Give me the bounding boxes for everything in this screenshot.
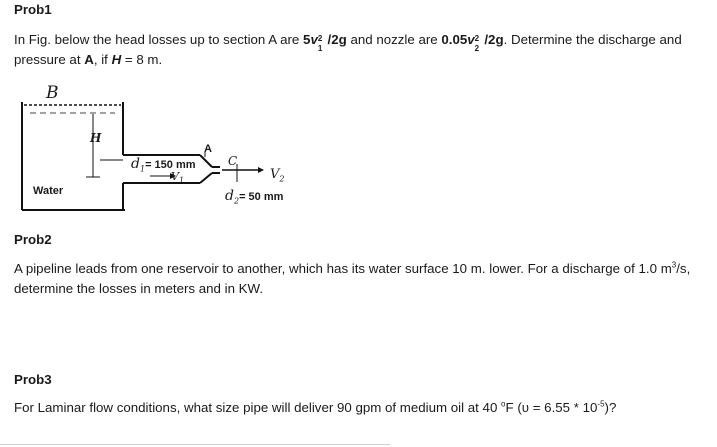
label-d2 [225, 188, 283, 204]
prob2-l1-post: /s, [676, 261, 691, 276]
prob3-l1-pre: For Laminar flow conditions, what size pipe will deliver 90 gpm of medium oil at 40 [14, 400, 502, 415]
d1-sub: 1 [139, 164, 146, 174]
prob1-l1-pre: In Fig. below the head losses up to section A are [14, 32, 304, 47]
v2-arrowhead [258, 167, 264, 173]
prob2-text-line1 [14, 259, 690, 279]
v1-fig-symbol: V [171, 170, 179, 183]
v1-symbol: v [310, 32, 318, 47]
prob2-l1-pre: A pipeline leads from one reservoir to another, which has its water surface 10 m. lower. For a discharge of 1.0 m [14, 261, 672, 276]
prob2-text-line2: determine the losses in meters and in KW. [14, 281, 264, 296]
label-a: A [204, 143, 212, 155]
nu-symbol: υ [521, 400, 530, 415]
degree-sup: o [501, 399, 506, 409]
prob1-l2-pre: pressure at [14, 52, 85, 67]
prob1-text-line2 [14, 50, 162, 70]
d1-symbol: d [131, 156, 140, 172]
v2-symbol: v [467, 32, 475, 47]
label-d1 [131, 156, 196, 172]
nozzle-bottom [200, 173, 212, 183]
prob2-cubic-sup: 3 [671, 260, 677, 270]
d2-symbol: d [225, 188, 234, 204]
prob1-title: Prob1 [14, 2, 52, 17]
d1-value: = 150 mm [145, 159, 196, 171]
loss2-coef: 0.05 [441, 32, 468, 47]
prob1-text-line1: In Fig. below the head losses up to section A are 5v 2 1 /2g and nozzle are 0.05v 2 2 /2g. Determine the discharge and [14, 32, 682, 53]
label-h: H [90, 131, 102, 145]
prob3-l1-post: = 6.55 * 10 [529, 400, 598, 415]
prob1-l1-post: . Determine the discharge and [503, 32, 682, 47]
label-v1 [171, 170, 185, 186]
prob3-l1-tail: )? [604, 400, 617, 415]
prob1-l2-post: = 8 m. [121, 52, 163, 67]
v2-fig-sub: 2 [279, 174, 285, 184]
prob3-title: Prob3 [14, 372, 52, 387]
prob3-l1-mid: F ( [505, 400, 522, 415]
d2-value: = 50 mm [239, 191, 284, 203]
loss2-tail: /2g [480, 32, 504, 47]
label-v2 [270, 167, 284, 182]
bottom-divider [0, 444, 390, 445]
point-a-label: A [84, 52, 94, 67]
loss1-tail: /2g [323, 32, 347, 47]
v2-fig-symbol: V [270, 167, 280, 182]
prob3-text-line1 [14, 398, 616, 418]
label-b: B [46, 83, 59, 103]
exponent-sup: -5 [597, 399, 605, 409]
prob1-l2-mid: , if [93, 52, 112, 67]
loss1-coef: 5 [303, 32, 311, 47]
h-symbol: H [111, 52, 122, 67]
label-c: C [228, 154, 238, 168]
label-water: Water [33, 185, 64, 197]
d2-sub: 2 [233, 196, 240, 206]
prob2-title: Prob2 [14, 232, 52, 247]
nozzle-top [200, 155, 212, 167]
v1-fig-sub: 1 [178, 176, 185, 186]
prob1-l1-mid: and nozzle are [346, 32, 442, 47]
